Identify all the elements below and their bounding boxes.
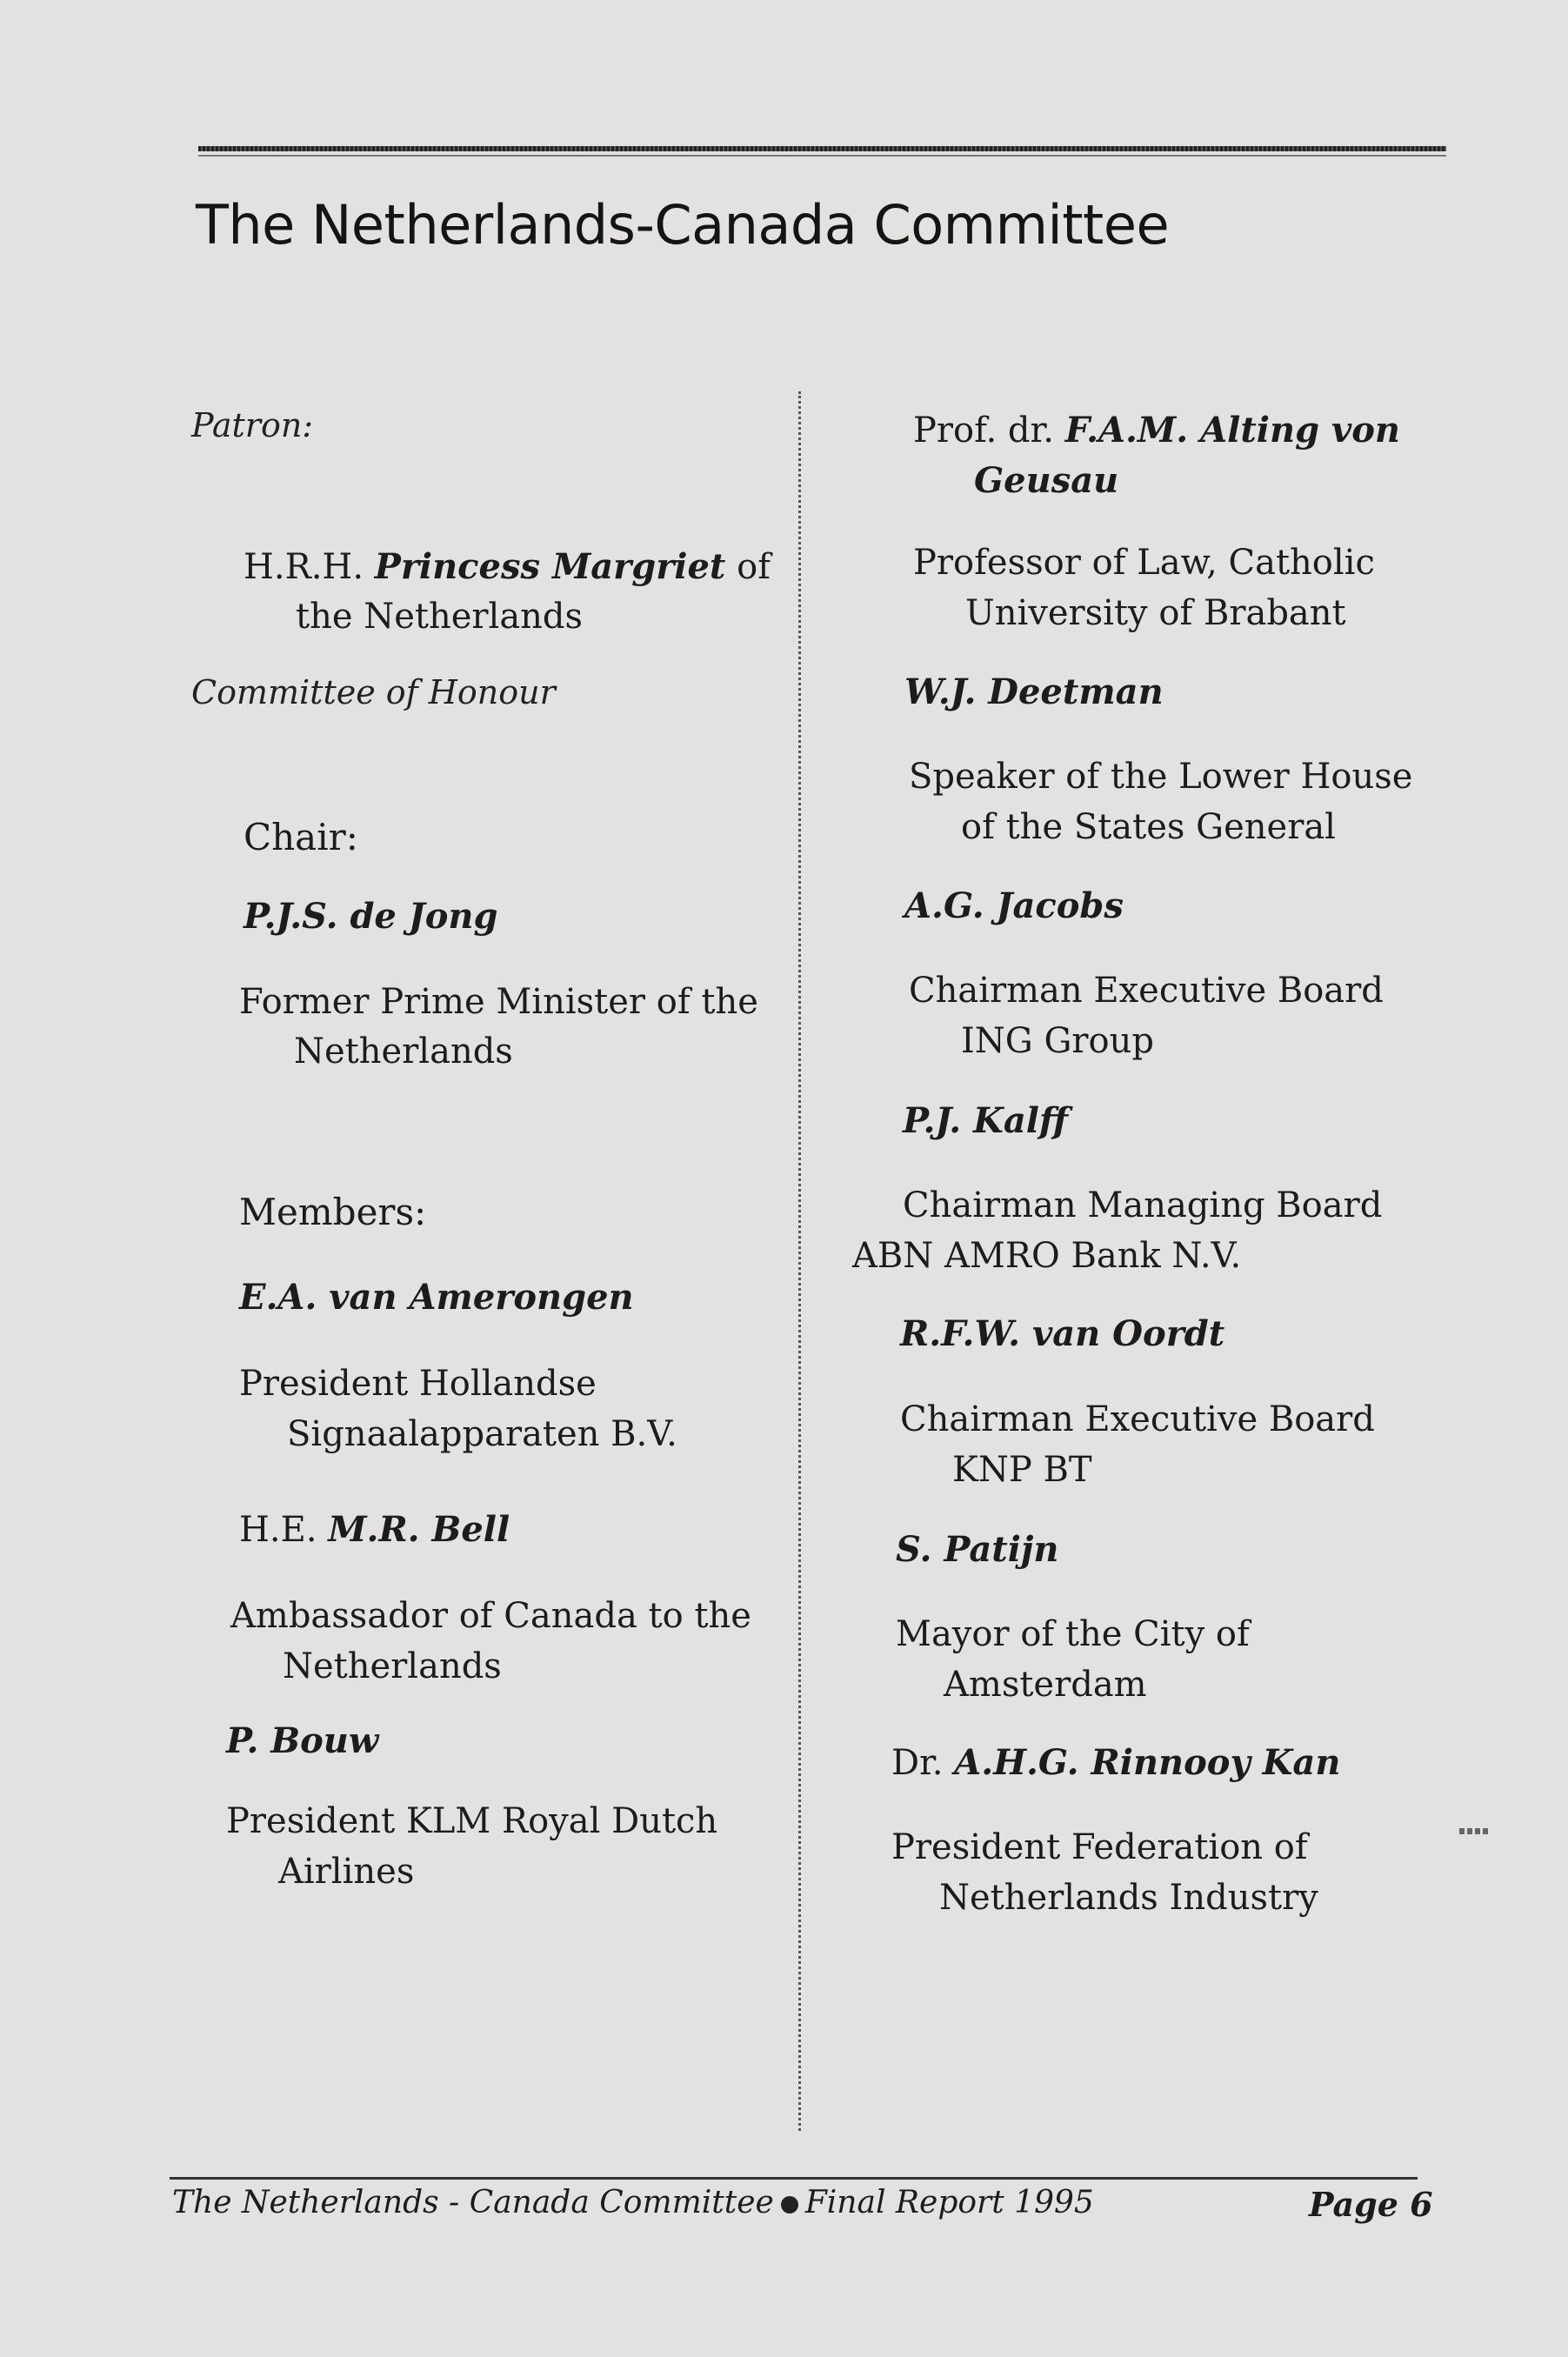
- member-line: [913, 405, 1400, 456]
- member-name: R.F.W. van Oordt: [900, 1313, 1225, 1354]
- chair-role-line2: Netherlands: [294, 1032, 513, 1072]
- member-prefix: Prof. dr.: [913, 411, 1054, 451]
- member-line: [239, 1505, 510, 1555]
- member-role-line2: Airlines: [278, 1852, 415, 1892]
- member-role-line2: ABN AMRO Bank N.V.: [852, 1236, 1242, 1276]
- member-role-line2: University of Brabant: [965, 593, 1346, 633]
- member-name: A.H.G. Rinnooy Kan: [954, 1742, 1341, 1783]
- patron-label: Patron:: [191, 406, 314, 444]
- member-name: S. Patijn: [896, 1529, 1059, 1570]
- member-name: A.G. Jacobs: [904, 885, 1124, 926]
- member-role-line1: Chairman Executive Board: [909, 971, 1384, 1011]
- committee-label: Committee of Honour: [191, 673, 556, 711]
- page-title: The Netherlands-Canada Committee: [196, 193, 1170, 257]
- patron-name: Princess Margriet: [374, 546, 726, 587]
- footer-committee: The Netherlands - Canada Committee: [172, 2185, 774, 2220]
- member-role-line1: Chairman Managing Board: [903, 1185, 1383, 1225]
- footer-rule: [170, 2177, 1418, 2180]
- top-rule: [198, 146, 1446, 151]
- member-role-line1: Speaker of the Lower House: [909, 757, 1413, 797]
- member-line: [891, 1738, 1340, 1788]
- patron-line1: [244, 542, 771, 592]
- member-role-line1: Chairman Executive Board: [900, 1399, 1375, 1439]
- members-label: Members:: [239, 1191, 427, 1233]
- member-name: P. Bouw: [226, 1720, 379, 1761]
- page-number: Page 6: [1309, 2185, 1433, 2224]
- member-role-line2: KNP BT: [952, 1450, 1092, 1490]
- bullet-icon: [781, 2196, 798, 2213]
- member-prefix: H.E.: [239, 1510, 317, 1550]
- member-role-line1: Ambassador of Canada to the: [230, 1596, 751, 1636]
- member-name: M.R. Bell: [328, 1509, 510, 1550]
- member-role-line1: Mayor of the City of: [896, 1614, 1250, 1654]
- footer-report: Final Report 1995: [804, 2185, 1094, 2220]
- chair-label: Chair:: [244, 816, 358, 858]
- footer-title: [172, 2185, 1094, 2220]
- member-role-line1: President Federation of: [891, 1827, 1308, 1867]
- member-role-line2: Netherlands: [283, 1646, 502, 1686]
- patron-line2: the Netherlands: [296, 597, 584, 637]
- member-name-line2: Geusau: [974, 460, 1119, 501]
- member-role-line2: Netherlands Industry: [939, 1878, 1318, 1918]
- member-role-line2: Signaalapparaten B.V.: [287, 1414, 677, 1454]
- member-role-line2: Amsterdam: [944, 1665, 1147, 1705]
- member-name: F.A.M. Alting von: [1064, 410, 1400, 451]
- member-role-line1: President KLM Royal Dutch: [226, 1801, 718, 1841]
- patron-suffix: of: [737, 547, 771, 587]
- patron-prefix: H.R.H.: [244, 547, 364, 587]
- top-rule-thin: [198, 155, 1446, 157]
- chair-name: P.J.S. de Jong: [244, 896, 498, 937]
- column-divider: [798, 391, 801, 2131]
- member-role-line2: ING Group: [961, 1021, 1154, 1061]
- member-name: P.J. Kalff: [903, 1100, 1069, 1141]
- chair-role-line1: Former Prime Minister of the: [239, 982, 758, 1022]
- member-role-line2: of the States General: [961, 807, 1336, 847]
- member-role-line1: President Hollandse: [239, 1364, 597, 1404]
- member-prefix: Dr.: [891, 1743, 944, 1783]
- member-role-line1: Professor of Law, Catholic: [913, 543, 1375, 583]
- member-name: W.J. Deetman: [904, 671, 1164, 712]
- edge-mark: [1459, 1828, 1489, 1834]
- member-name: E.A. van Amerongen: [239, 1277, 634, 1318]
